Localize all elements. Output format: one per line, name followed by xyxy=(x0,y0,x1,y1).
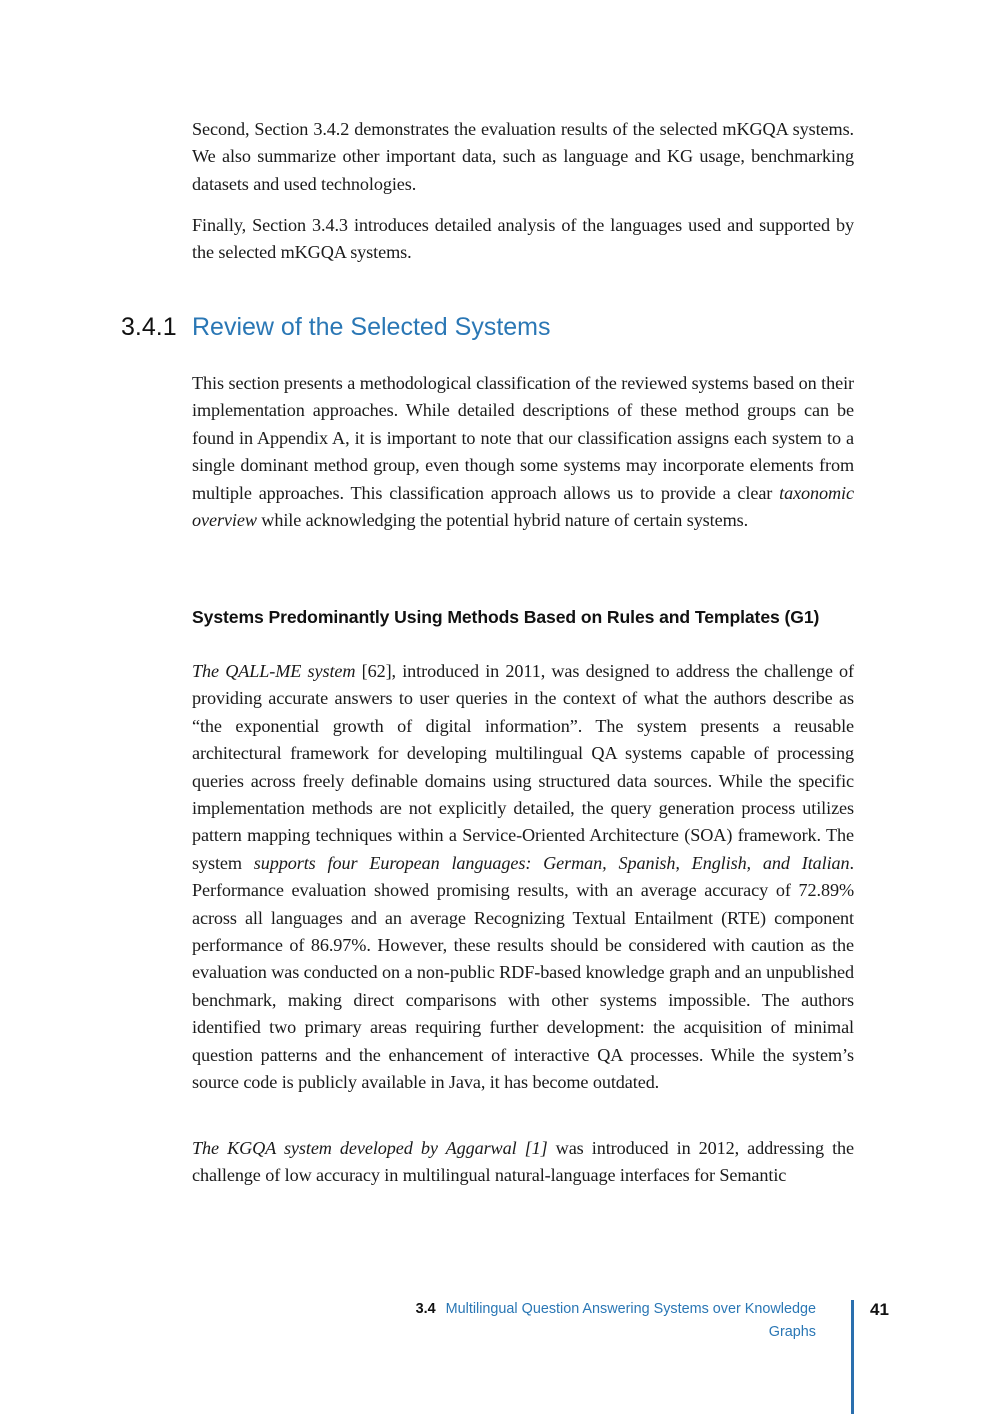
aggarwal-paragraph xyxy=(192,1135,854,1190)
intro-paragraph-section-343 xyxy=(192,212,854,267)
section-title: Review of the Selected Systems xyxy=(192,313,551,341)
subsection-heading: Systems Predominantly Using Methods Based on Rules and Templates (G1) xyxy=(192,607,820,627)
page-number: 41 xyxy=(870,1300,889,1319)
system-name-qall-me: The QALL-ME system xyxy=(192,661,356,681)
section-number: 3.4.1 xyxy=(121,313,177,341)
paragraph-text: Finally, Section 3.4.3 introduces detailed analysis of the languages used and supported by the selected mKGQA systems. xyxy=(192,215,854,263)
text-run: while acknowledging the potential hybrid nature of certain systems. xyxy=(256,510,749,531)
text-run: . Performance evaluation showed promising results, with an average accuracy of 72.89% across all languages and an average Recognizing Textual Entailment (RTE) component performance of 86.97%. However, these results should be considered with caution as the evaluation was conducted on a non-public RDF-based knowledge graph and an unpublished benchmark, making direct comparisons with other systems impossible. The authors identified two primary areas requiring further development: the acquisition of minimal question patterns and the enhancement of interactive QA processes. While the system’s source code is publicly available in Java, it has become outdated. xyxy=(192,852,854,1093)
intro-paragraph-section-342 xyxy=(192,116,854,198)
qall-me-paragraph xyxy=(192,658,854,1097)
paragraph-text xyxy=(192,658,854,1097)
paragraph-text xyxy=(192,1135,854,1190)
footer-section-number: 3.4 xyxy=(415,1301,436,1317)
footer-section-title: Multilingual Question Answering Systems over Knowledge Graphs xyxy=(445,1301,816,1340)
text-run: was introduced in 2012, addressing the challenge of low accuracy in multilingual natural-language interfaces for Semantic xyxy=(192,1138,854,1186)
paragraph-text: Second, Section 3.4.2 demonstrates the evaluation results of the selected mKGQA systems. We also summarize other important data, such as language and KG usage, benchmarking datasets and used technologies. xyxy=(192,119,854,194)
running-footer xyxy=(380,1298,816,1344)
system-name-aggarwal: The KGQA system developed by Aggarwal [1] xyxy=(192,1138,548,1158)
classification-paragraph xyxy=(192,370,854,534)
emphasis-taxonomic-overview: taxonomic overview xyxy=(192,482,854,531)
text-run: [62], introduced in 2011, was designed to address the challenge of providing accurate answers to user queries in the context of what the authors describe as “the exponential growth of digital information”. The system presents a reusable architectural framework for developing multilingual QA systems capable of processing queries across freely definable domains using structured data sources. While the specific implementation methods are not explicitly detailed, the query generation process utilizes pattern mapping techniques within a Service-Oriented Architecture (SOA) framework. The system xyxy=(192,661,854,873)
footer-vertical-rule xyxy=(851,1300,854,1414)
section-heading xyxy=(121,311,551,343)
text-run: This section presents a methodological classification of the reviewed systems based on their implementation approaches. While detailed descriptions of these method groups can be found in Appendix A, it is important to note that our classification assigns each system to a single dominant method group, even though some systems may incorporate elements from multiple approaches. This classification approach allows us to provide a clear xyxy=(192,373,854,503)
paragraph-text xyxy=(192,370,854,534)
emphasis-languages: supports four European languages: German, Spanish, English, and Italian xyxy=(253,852,850,873)
